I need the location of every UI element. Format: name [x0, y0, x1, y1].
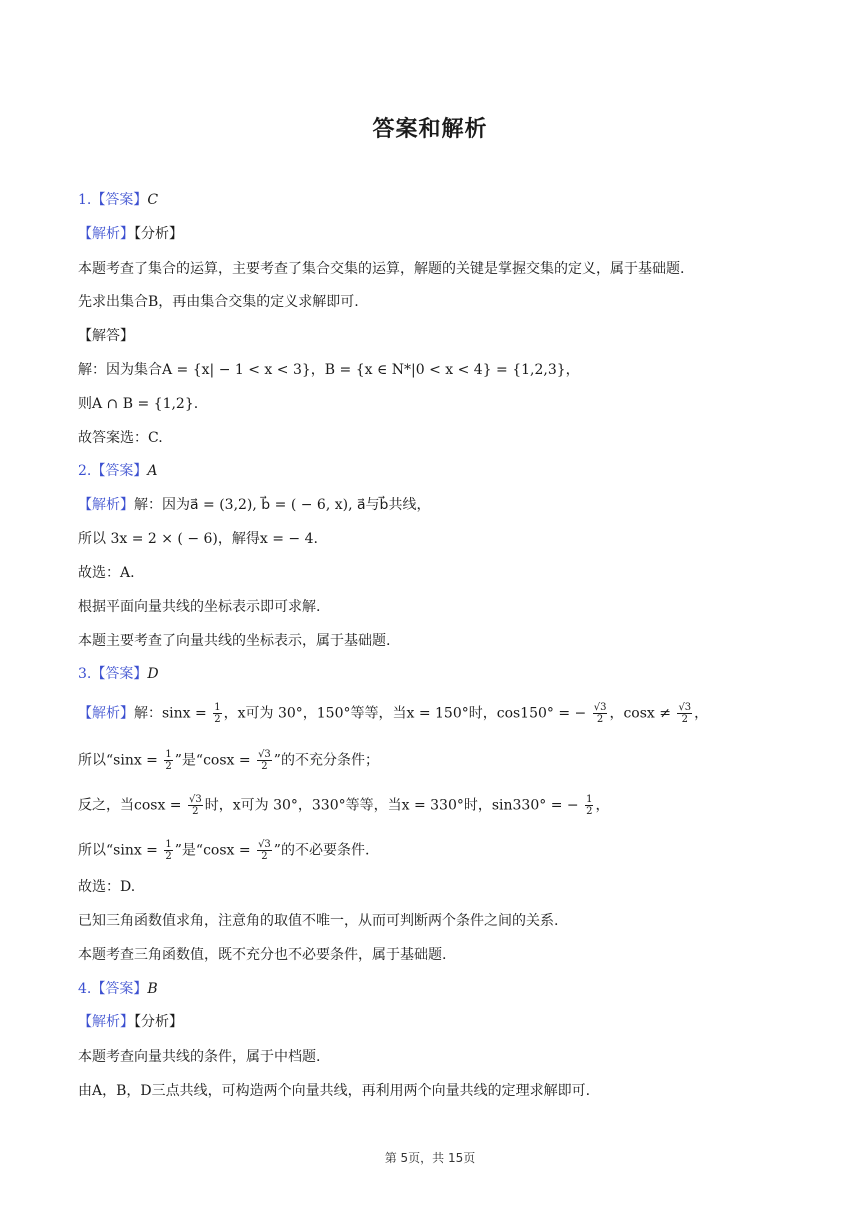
frac-num: √3: [258, 839, 271, 850]
frac-num: 1: [214, 702, 221, 713]
q3-l4-c: ”的不必要条件.: [273, 842, 370, 859]
q1-answer-tag: 【答案】: [91, 192, 148, 208]
frac-num: √3: [678, 702, 692, 713]
fraction-half: [213, 702, 221, 725]
q2-number: 2.: [78, 463, 92, 479]
q1-jieda-tag: 【解答】: [78, 328, 134, 344]
frac-den: 2: [261, 761, 268, 772]
q1-approach: 先求出集合B，再由集合交集的定义求解即可.: [78, 294, 359, 310]
q2-solution-1-line: [78, 495, 430, 515]
q3-note-2: 本题考查三角函数值，既不充分也不必要条件，属于基础题.: [78, 947, 447, 963]
q2-note-1: 根据平面向量共线的坐标表示即可求解.: [78, 599, 321, 615]
q1-solution-2: 则A ∩ B = {1,2}.: [78, 396, 199, 412]
fraction-sqrt3-half: [257, 749, 272, 772]
q1-number: 1.: [78, 192, 92, 208]
q2-answer-tag: 【答案】: [91, 463, 148, 479]
frac-num: √3: [258, 749, 271, 760]
frac-den: 2: [586, 806, 593, 817]
q4-answer-tag: 【答案】: [91, 981, 148, 997]
page-title: 答案和解析: [372, 117, 488, 142]
q1-answer-line: [78, 190, 158, 210]
q3-l3-c: ，: [595, 797, 610, 814]
q4-fenxi-tag: 【分析】: [134, 1014, 183, 1030]
fraction-sqrt3-half: [677, 702, 692, 725]
q4-tags: [78, 1012, 183, 1032]
q2-solution-1: 解：因为a⃗ = (3,2), b⃗ = ( − 6, x), a⃗与b⃗共线，: [134, 497, 431, 513]
q3-line-2: [78, 749, 379, 772]
q3-l1-c: ，cosx ≠: [609, 705, 671, 722]
q3-l1-d: ，: [694, 705, 709, 722]
frac-den: 2: [214, 714, 221, 725]
q4-number: 4.: [78, 981, 92, 997]
q4-analysis: 本题考查向量共线的条件，属于中档题.: [78, 1049, 321, 1065]
q3-l1-b: ，x可为 30°，150°等等，当x = 150°时，cos150° = −: [223, 705, 587, 722]
q1-fenxi-tag: 【分析】: [134, 226, 183, 242]
fraction-half: [585, 794, 593, 817]
q4-jiexi-tag: 【解析】: [78, 1014, 134, 1030]
q2-note-2: 本题主要考查了向量共线的坐标表示，属于基础题.: [78, 633, 391, 649]
q1-answer: C: [147, 192, 159, 208]
q3-jiexi-tag: 【解析】: [78, 705, 134, 722]
q3-number: 3.: [78, 666, 92, 682]
q3-answer-tag: 【答案】: [91, 666, 148, 682]
q3-answer-line: [78, 664, 159, 684]
q3-l2-a: 所以“sinx =: [78, 752, 158, 769]
q3-line-4: [78, 839, 369, 862]
q3-note-1: 已知三角函数值求角，注意角的取值不唯一，从而可判断两个条件之间的关系.: [78, 913, 559, 929]
page-footer: 第 5页，共 15页: [384, 1151, 476, 1165]
q3-l4-b: ”是“cosx =: [174, 842, 251, 859]
fraction-half: [164, 749, 172, 772]
q1-solution-3: 故答案选：C.: [78, 430, 163, 446]
fraction-sqrt3-half: [188, 794, 203, 817]
q3-l3-a: 反之，当cosx =: [78, 797, 182, 814]
q1-jiexi-tag: 【解析】: [78, 226, 134, 242]
frac-den: 2: [165, 851, 172, 862]
q3-l4-a: 所以“sinx =: [78, 842, 158, 859]
q4-answer-line: [78, 979, 158, 999]
q4-answer: B: [147, 981, 158, 997]
q3-line-1: [78, 702, 708, 725]
q1-tags: [78, 224, 183, 244]
q3-l2-b: ”是“cosx =: [174, 752, 251, 769]
fraction-sqrt3-half: [593, 702, 608, 725]
q3-l1-a: 解：sinx =: [134, 705, 207, 722]
frac-num: 1: [165, 749, 172, 760]
frac-den: 2: [192, 806, 199, 817]
q2-answer-line: [78, 461, 157, 481]
q3-line-3: [78, 794, 609, 817]
frac-num: √3: [188, 794, 202, 805]
q3-solution-end: 故选：D.: [78, 879, 136, 895]
frac-num: 1: [165, 839, 172, 850]
frac-den: 2: [681, 714, 688, 725]
fraction-half: [164, 839, 172, 862]
frac-den: 2: [261, 851, 268, 862]
fraction-sqrt3-half: [257, 839, 272, 862]
q3-l3-b: 时，x可为 30°，330°等等，当x = 330°时，sin330° = −: [204, 797, 579, 814]
q1-solution-1: 解：因为集合A = {x| − 1 < x < 3}，B = {x ∈ N*|0 < x < 4} = {1,2,3}，: [78, 362, 580, 378]
q1-analysis: 本题考查了集合的运算，主要考查了集合交集的运算，解题的关键是掌握交集的定义，属于基础题.: [78, 261, 685, 277]
q2-solution-3: 故选：A.: [78, 565, 135, 581]
q2-solution-2: 所以 3x = 2 × ( − 6)，解得x = − 4.: [78, 531, 318, 547]
q2-answer: A: [147, 463, 158, 479]
frac-den: 2: [596, 714, 604, 725]
frac-num: 1: [586, 794, 593, 805]
q4-approach: 由A，B，D三点共线，可构造两个向量共线，再利用两个向量共线的定理求解即可.: [78, 1083, 591, 1099]
q3-answer: D: [147, 666, 159, 682]
q2-jiexi-tag: 【解析】: [78, 497, 134, 513]
q3-l2-c: ”的不充分条件；: [273, 752, 379, 769]
frac-den: 2: [165, 761, 172, 772]
frac-num: √3: [593, 702, 607, 713]
